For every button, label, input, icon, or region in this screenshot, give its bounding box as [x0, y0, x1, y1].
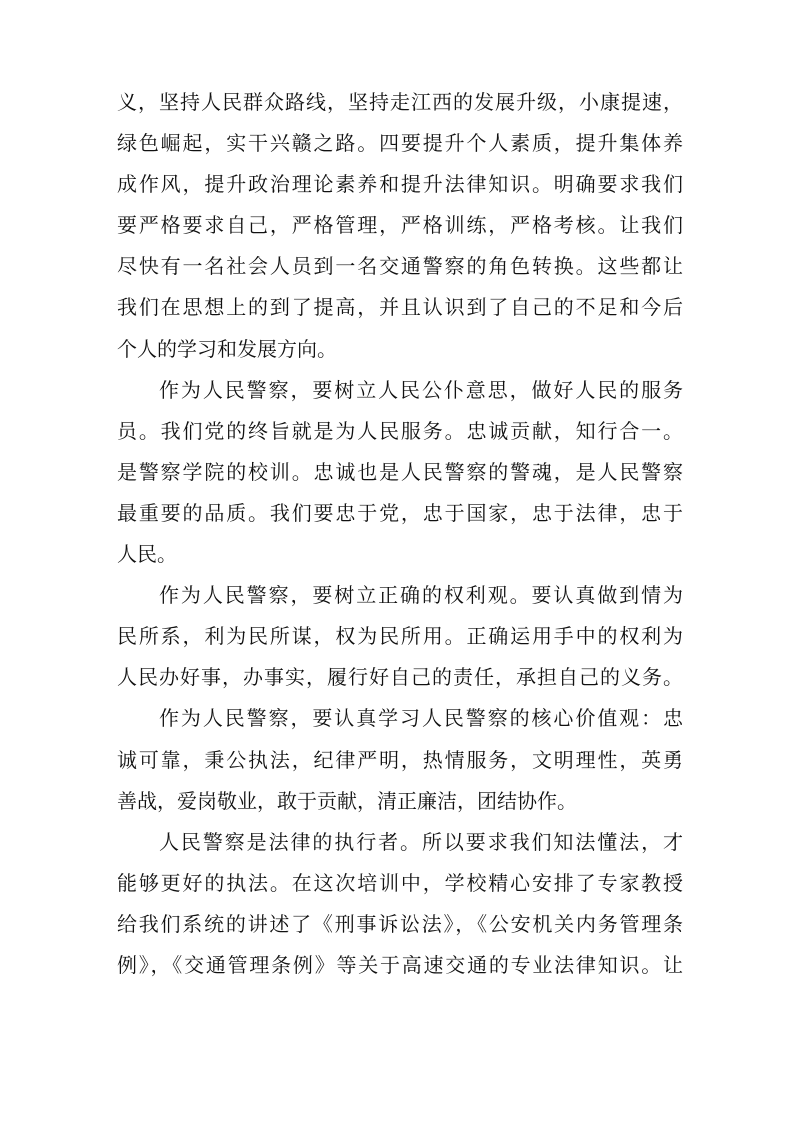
text-line: 成作风，提升政治理论素养和提升法律知识。明确要求我们 — [117, 172, 683, 197]
text-line: 我们在思想上的到了提高，并且认识到了自己的不足和今后 — [117, 295, 683, 320]
text-line: 是警察学院的校训。忠诚也是人民警察的警魂，是人民警察 — [117, 459, 683, 484]
text-line: 个人的学习和发展方向。 — [117, 336, 337, 361]
text-line: 要严格要求自己，严格管理，严格训练，严格考核。让我们 — [117, 213, 683, 238]
body-text — [117, 82, 683, 986]
text-line: 诚可靠，秉公执法，纪律严明，热情服务，文明理性，英勇 — [117, 747, 683, 772]
text-line: 最重要的品质。我们要忠于党，忠于国家，忠于法律，忠于 — [117, 500, 683, 525]
text-line: 员。我们党的终旨就是为人民服务。忠诚贡献，知行合一。 — [117, 418, 683, 443]
text-line: 义，坚持人民群众路线，坚持走江西的发展升级，小康提速， — [117, 90, 683, 114]
text-line: 人民办好事，办事实，履行好自己的责任，承担自己的义务。 — [117, 665, 683, 690]
text-line: 尽快有一名社会人员到一名交通警察的角色转换。这些都让 — [117, 254, 683, 279]
paragraph-start-line: 人民警察是法律的执行者。所以要求我们知法懂法，才 — [159, 829, 683, 854]
text-line: 能够更好的执法。在这次培训中，学校精心安排了专家教授 — [117, 870, 683, 895]
text-line: 善战，爱岗敬业，敢于贡献，清正廉洁，团结协作。 — [117, 788, 577, 813]
text-line: 给我们系统的讲述了《刑事诉讼法》，《公安机关内务管理条 — [117, 911, 683, 936]
paragraph-start-line: 作为人民警察，要认真学习人民警察的核心价值观：忠 — [159, 706, 683, 731]
text-line: 例》，《交通管理条例》等关于高速交通的专业法律知识。让 — [117, 952, 683, 977]
paragraph-start-line: 作为人民警察，要树立正确的权利观。要认真做到情为 — [159, 583, 683, 608]
text-line: 绿色崛起，实干兴赣之路。四要提升个人素质，提升集体养 — [117, 131, 683, 156]
text-line: 人民。 — [117, 542, 177, 567]
paragraph-start-line: 作为人民警察，要树立人民公仆意思，做好人民的服务 — [159, 377, 683, 402]
text-line: 民所系，利为民所谋，权为民所用。正确运用手中的权利为 — [117, 624, 683, 649]
